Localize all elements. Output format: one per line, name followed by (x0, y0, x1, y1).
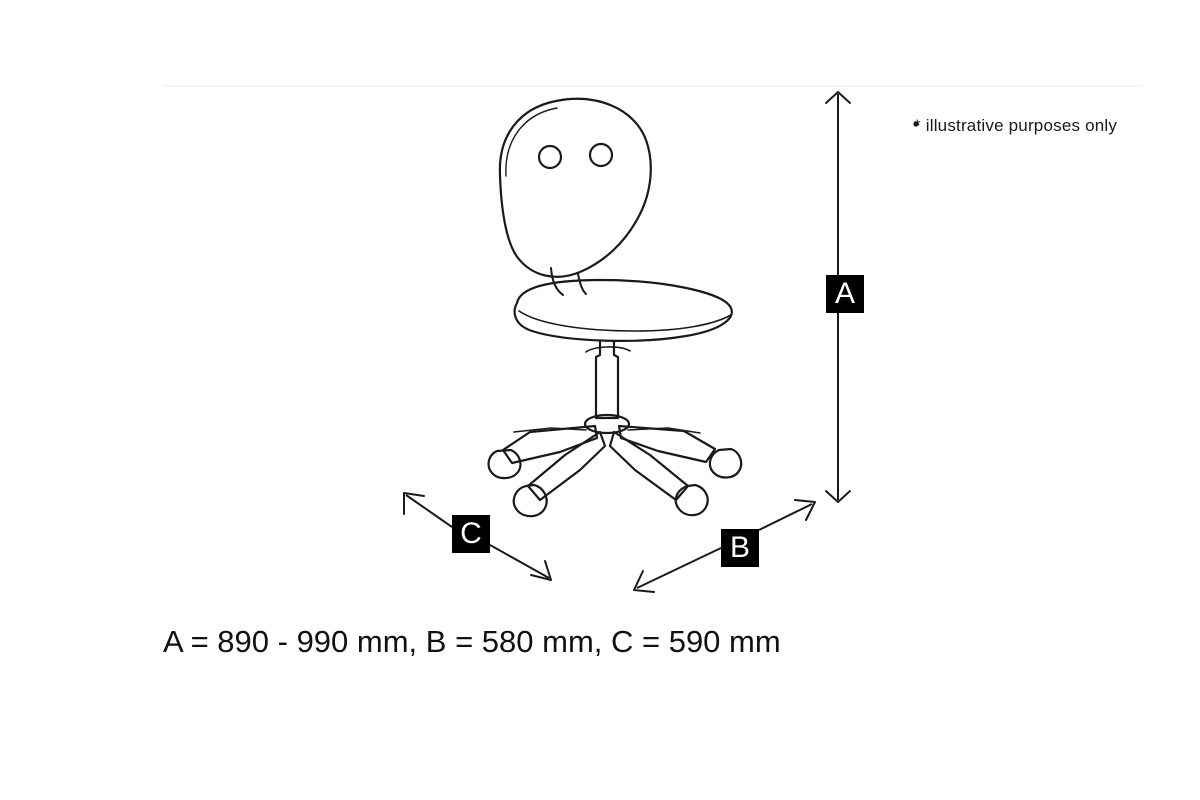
seat-edge-seam (519, 311, 731, 331)
castor-left-back (489, 450, 521, 478)
backrest-button-right (590, 144, 612, 166)
dimension-caption: A = 890 - 990 mm, B = 580 mm, C = 590 mm (163, 624, 781, 659)
backrest-seam (506, 108, 557, 176)
backrest-button-left (539, 146, 561, 168)
chair-illustration (489, 99, 742, 516)
castor-right-front (676, 485, 708, 515)
dimension-badge-c: C (452, 515, 490, 553)
base-arm-right-front (610, 432, 688, 500)
backrest-stem-right (578, 274, 586, 294)
base-arm-left-front (528, 432, 605, 500)
dimension-badge-b: B (721, 529, 759, 567)
illustrative-note: * illustrative purposes only (914, 116, 1118, 135)
seat-outline (515, 280, 732, 341)
dimension-badge-a: A (826, 275, 864, 313)
castor-right-back (710, 449, 741, 478)
gas-lift-collar (586, 347, 630, 352)
gas-lift-cylinder (596, 341, 618, 418)
